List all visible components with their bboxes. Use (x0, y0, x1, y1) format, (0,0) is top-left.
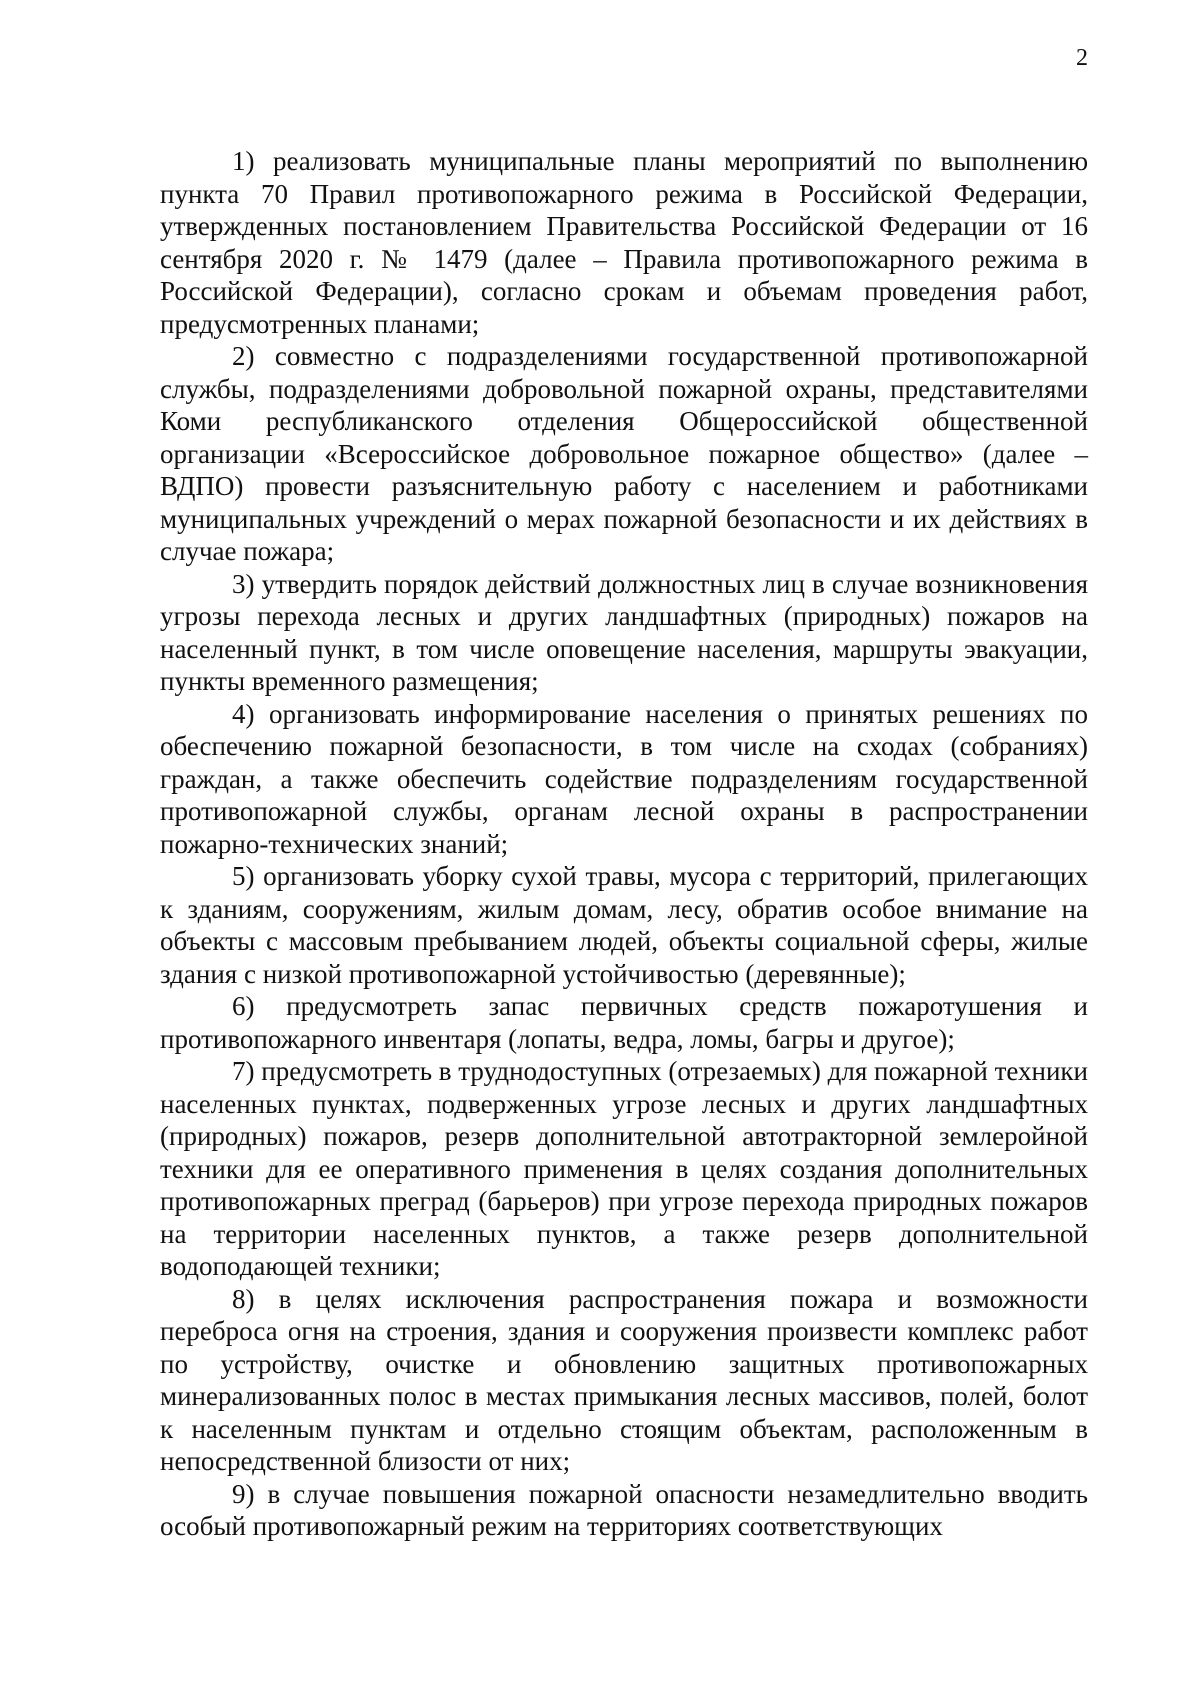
paragraph-item-5: 5) организовать уборку сухой травы, мусора с территорий, прилегающих к зданиям, сооружениям, жилым домам, лесу, обратив особое внимание на объекты с массовым пребыванием людей, объекты социальной сферы, жилые здания с низкой противопожарной устойчивостью (деревянные); (160, 861, 1088, 989)
paragraph-item-2: 2) совместно с подразделениями государственной противопожарной службы, подразделениями добровольной пожарной охраны, представителями Коми республиканского отделения Общероссийской общественной организации «Всероссийское добровольное пожарное общество» (далее – ВДПО) провести разъяснительную работу с населением и работниками муниципальных учреждений о мерах пожарной безопасности и их действиях в случае пожара; (160, 341, 1088, 566)
paragraph-item-7: 7) предусмотреть в труднодоступных (отрезаемых) для пожарной техники населенных пунктах, подверженных угрозе лесных и других ландшафтных (природных) пожаров, резерв дополнительной автотракторной землеройной техники для ее оперативного применения в целях создания дополнительных противопожарных преград (барьеров) при угрозе перехода природных пожаров на территории населенных пунктов, а также резерв дополнительной водоподающей техники; (160, 1056, 1088, 1281)
paragraph-item-3: 3) утвердить порядок действий должностных лиц в случае возникновения угрозы перехода лесных и других ландшафтных (природных) пожаров на населенный пункт, в том числе оповещение населения, маршруты эвакуации, пункты временного размещения; (160, 568, 1088, 696)
page-number: 2 (1076, 45, 1088, 71)
paragraph-item-8: 8) в целях исключения распространения пожара и возможности переброса огня на строения, здания и сооружения произвести комплекс работ по устройству, очистке и обновлению защитных противопожарных минерализованных полос в местах примыкания лесных массивов, полей, болот к населенным пунктам и отдельно стоящим объектам, расположенным в непосредственной близости от них; (160, 1283, 1088, 1476)
paragraph-item-1: 1) реализовать муниципальные планы мероприятий по выполнению пункта 70 Правил противопожарного режима в Российской Федерации, утвержденных постановлением Правительства Российской Федерации от 16 сентября 2020 г. № 1479 (далее – Правила противопожарного режима в Российской Федерации), согласно срокам и объемам проведения работ, предусмотренных планами; (160, 146, 1088, 339)
paragraph-item-6: 6) предусмотреть запас первичных средств пожаротушения и противопожарного инвентаря (лопаты, ведра, ломы, багры и другое); (160, 991, 1088, 1054)
document-body (160, 145, 1088, 1543)
paragraph-item-9: 9) в случае повышения пожарной опасности незамедлительно вводить особый противопожарный режим на территориях соответствующих (160, 1478, 1088, 1541)
paragraph-item-4: 4) организовать информирование населения о принятых решениях по обеспечению пожарной безопасности, в том числе на сходах (собраниях) граждан, а также обеспечить содействие подразделениям государственной противопожарной службы, органам лесной охраны в распространении пожарно-технических знаний; (160, 698, 1088, 859)
